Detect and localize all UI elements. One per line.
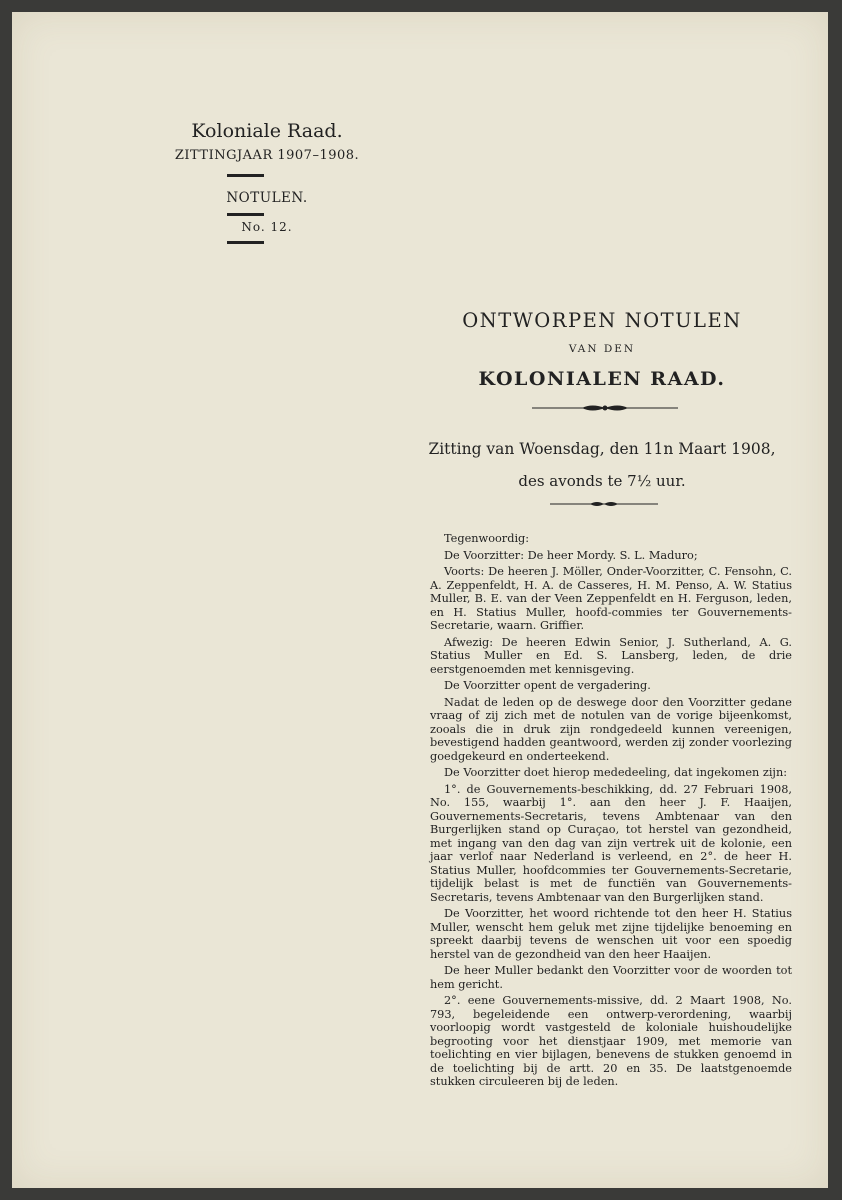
section-label: NOTULEN. — [226, 190, 308, 206]
ornament-divider — [532, 402, 678, 414]
paragraph-announcements: De Voorzitter doet hierop mededeeling, dat ingekomen zijn: — [444, 766, 788, 779]
paragraph-present: Tegenwoordig: — [444, 532, 530, 545]
paragraph-thanks: De heer Muller bedankt den Voorzitter voor de woorden tot hem gericht. — [430, 964, 792, 991]
title-line-3: KOLONIALEN RAAD. — [478, 368, 726, 390]
document-number: No. 12. — [241, 220, 293, 234]
header-rule — [227, 241, 264, 244]
paragraph-item-2: 2°. eene Gouvernements-missive, dd. 2 Maart 1908, No. 793, begeleidende een ontwerp-verordening, waarbij voorloopig wordt vastgesteld de koloniale huishoudelijke begrooting voor het dienstjaar 1909, met memorie van toelichting en vier bijlagen, benevens de stukken genoemd in de toelichting bij de artt. 20 en 35. De laatstgenoemde stukken circuleeren bij de leden. — [430, 994, 792, 1088]
session-date: Zitting van Woensdag, den 11n Maart 1908, — [428, 440, 776, 458]
document-page — [12, 12, 828, 1188]
paragraph-absent: Afwezig: De heeren Edwin Senior, J. Sutherland, A. G. Statius Muller en Ed. S. Lansberg, leden, de drie eerstgenoemden met kennisgeving. — [430, 635, 792, 676]
paragraph-opening: De Voorzitter opent de vergadering. — [444, 679, 651, 692]
council-name: Koloniale Raad. — [191, 120, 343, 142]
session-year: ZITTINGJAAR 1907–1908. — [174, 148, 360, 163]
ornament-divider — [550, 499, 658, 509]
paragraph-minutes-approved: Nadat de leden op de deswege door den Voorzitter gedane vraag of zij zich met de notulen van de vorige bijeenkomst, zooals die in druk zijn rondgedeeld kunnen vereenigen, bevestigend hadden geantwoord, werden zij zonder voorlezing goedgekeurd en onderteekend. — [430, 695, 792, 763]
title-line-1: ONTWORPEN NOTULEN — [462, 309, 742, 332]
paragraph-congratulation: De Voorzitter, het woord richtende tot den heer H. Statius Muller, wenscht hem geluk met zijne tijdelijke benoeming en spreekt daarbij tevens de wenschen uit voor een spoedig herstel van de gezondheid van den heer Haaijen. — [430, 907, 792, 961]
title-line-2: VAN DEN — [568, 343, 636, 355]
paragraph-chair: De Voorzitter: De heer Mordy. S. L. Maduro; — [444, 548, 698, 562]
header-rule — [227, 213, 264, 216]
paragraph-item-1: 1°. de Gouvernements-beschikking, dd. 27 Februari 1908, No. 155, waarbij 1°. aan den heer J. F. Haaijen, Gouvernements-Secretaris, tevens Ambtenaar van den Burgerlijken stand op Curaçao, tot herstel van gezondheid, met ingang van den dag van zijn vertrek uit de kolonie, een jaar verlof naar Nederland is verleend, en 2°. de heer H. Statius Muller, hoofdcommies ter Gouvernements-Secretarie, tijdelijk belast is met de functiën van Gouvernements-Secretaris, tevens Ambtenaar van den Burgerlijken stand. — [430, 782, 792, 904]
header-rule — [227, 174, 264, 177]
paragraph-members: Voorts: De heeren J. Möller, Onder-Voorzitter, C. Fensohn, C. A. Zeppenfeldt, H. A. de Casseres, H. M. Penso, A. W. Statius Muller, B. E. van der Veen Zeppenfeldt en H. Ferguson, leden, en H. Statius Muller, hoofd-commies ter Gouvernements-Secretarie, waarn. Griffier. — [430, 565, 792, 632]
minutes-body — [430, 532, 792, 1092]
session-time: des avonds te 7½ uur. — [518, 472, 686, 490]
